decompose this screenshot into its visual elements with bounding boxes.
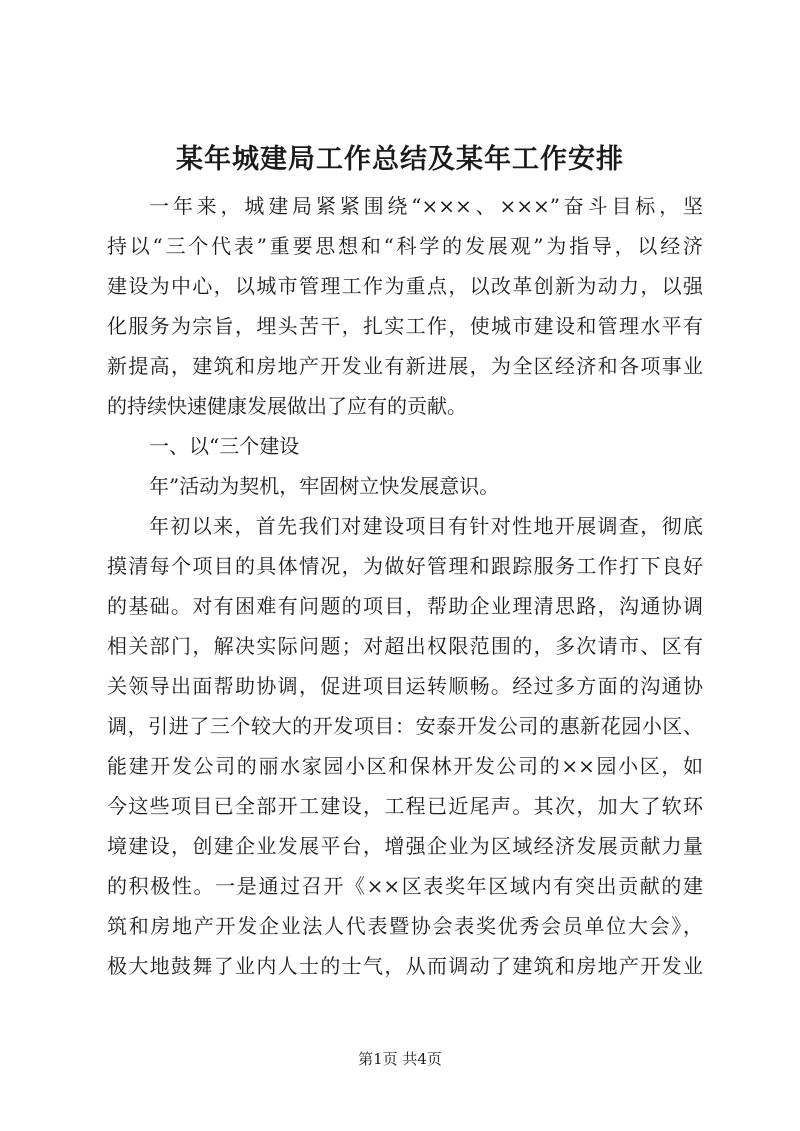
paragraph-line: 相关部门，解决实际问题；对超出权限范围的，多次请市、区有 (107, 634, 703, 658)
paragraph-line: 的积极性。一是通过召开《××区表奖年区域内有突出贡献的建 (107, 874, 703, 898)
paragraph-line: 境建设，创建企业发展平台，增强企业为区域经济发展贡献力量 (107, 834, 703, 858)
paragraph-line: 关领导出面帮助协调，促进项目运转顺畅。经过多方面的沟通协 (107, 674, 703, 698)
paragraph-line: 化服务为宗旨，埋头苦干，扎实工作，使城市建设和管理水平有 (107, 314, 703, 338)
paragraph-line: 年初以来，首先我们对建设项目有针对性地开展调查，彻底 (149, 514, 703, 538)
paragraph-line: 筑和房地产开发企业法人代表暨协会表奖优秀会员单位大会》， (107, 914, 703, 938)
paragraph-line: 的基础。对有困难有问题的项目，帮助企业理清思路，沟通协调 (107, 594, 703, 618)
paragraph-line: 一年来，城建局紧紧围绕“×××、×××”奋斗目标，坚 (149, 194, 703, 218)
paragraph-line: 今这些项目已全部开工建设，工程已近尾声。其次，加大了软环 (107, 794, 703, 818)
page-number-footer: 第1页 共4页 (358, 1050, 442, 1068)
section-heading-line: 一、以“三个建设 (149, 434, 300, 458)
paragraph-line: 调，引进了三个较大的开发项目：安泰开发公司的惠新花园小区、 (107, 714, 703, 738)
section-heading-line: 年”活动为契机，牢固树立快发展意识。 (149, 474, 500, 498)
document-title: 某年城建局工作总结及某年工作安排 (176, 144, 624, 175)
paragraph-line: 极大地鼓舞了业内人士的士气，从而调动了建筑和房地产开发业 (107, 954, 703, 978)
paragraph-line: 建设为中心，以城市管理工作为重点，以改革创新为动力，以强 (107, 274, 703, 298)
paragraph-line: 持以“三个代表”重要思想和“科学的发展观”为指导，以经济 (107, 234, 703, 258)
paragraph-line: 摸清每个项目的具体情况，为做好管理和跟踪服务工作打下良好 (107, 554, 703, 578)
paragraph-line: 新提高，建筑和房地产开发业有新进展，为全区经济和各项事业 (107, 354, 703, 378)
paragraph-line: 能建开发公司的丽水家园小区和保林开发公司的××园小区，如 (107, 754, 703, 778)
document-body (107, 186, 703, 986)
paragraph-line: 的持续快速健康发展做出了应有的贡献。 (107, 394, 467, 418)
